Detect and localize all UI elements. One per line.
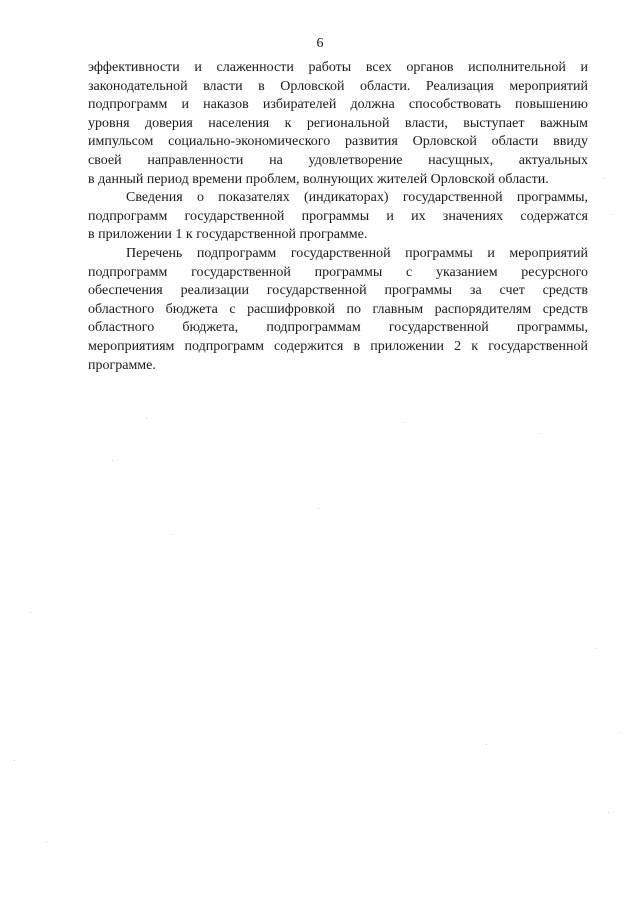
- page-number: 6: [316, 36, 324, 51]
- text-line: в данный период времени проблем, волнующих жителей Орловской области.: [88, 171, 549, 187]
- text-line: программе.: [88, 357, 156, 373]
- text-line: законодательной власти в Орловской области. Реализация мероприятий: [88, 78, 588, 94]
- paragraph-2: [88, 189, 588, 245]
- text-line: эффективности и слаженности работы всех органов исполнительной и: [88, 60, 588, 75]
- text-line: подпрограмм и наказов избирателей должна способствовать повышению: [88, 97, 588, 113]
- text-line: уровня доверия населения к региональной власти, выступает важным: [88, 115, 588, 131]
- text-line: в приложении 1 к государственной программе.: [88, 227, 368, 243]
- text-line: подпрограмм государственной программы с указанием ресурсного: [88, 264, 588, 280]
- text-line: областного бюджета, подпрограммам государственной программы,: [88, 320, 588, 336]
- text-line: областного бюджета с расшифровкой по главным распорядителям средств: [88, 301, 588, 317]
- text-line: своей направленности на удовлетворение насущных, актуальных: [88, 152, 588, 168]
- text-line: Сведения о показателях (индикаторах) государственной программы,: [126, 190, 588, 206]
- text-line: импульсом социально-экономического развития Орловской области ввиду: [88, 134, 588, 150]
- paragraph-3: [88, 245, 588, 375]
- text-line: обеспечения реализации государственной программы за счет средств: [88, 283, 588, 299]
- text-line: мероприятиям подпрограмм содержится в приложении 2 к государственной: [88, 338, 588, 354]
- document-body: [88, 59, 588, 375]
- paragraph-1: [88, 59, 588, 189]
- text-line: Перечень подпрограмм государственной программы и мероприятий: [126, 245, 588, 261]
- text-line: подпрограмм государственной программы и их значениях содержатся: [88, 208, 588, 224]
